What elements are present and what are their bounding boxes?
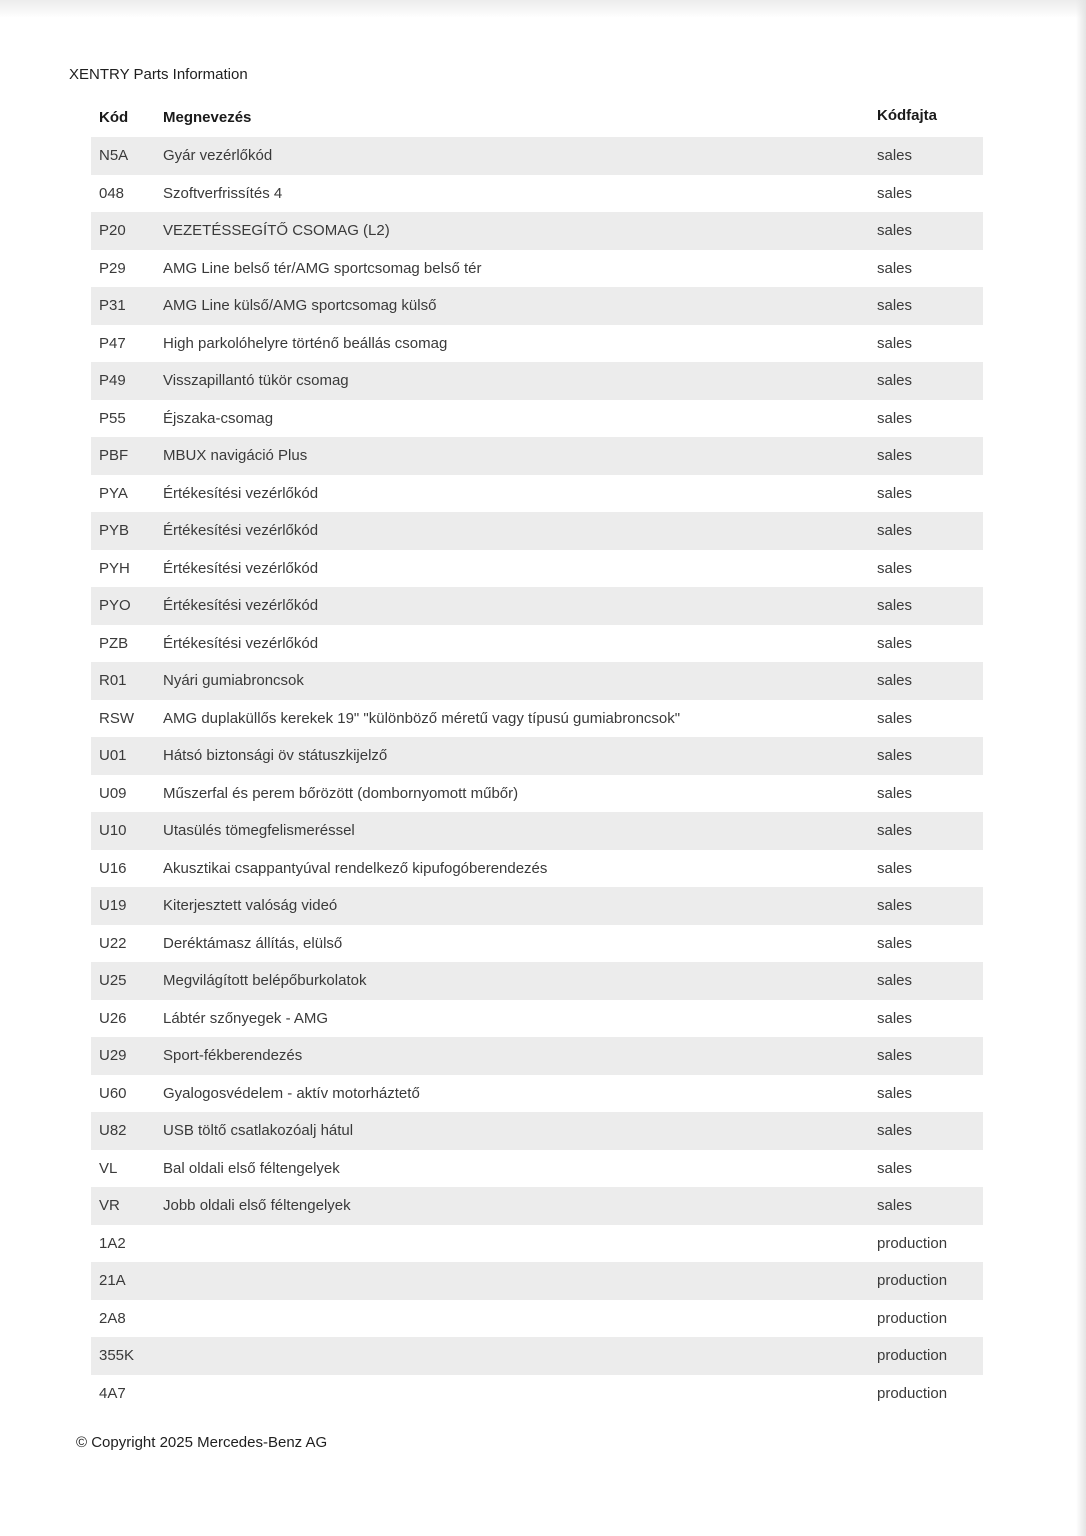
name-cell: Nyári gumiabroncsok [163,672,304,690]
table-row [91,1075,983,1113]
table-row [91,1225,983,1263]
type-cell: sales [877,709,913,727]
table-row [91,700,983,738]
code-cell: U26 [99,1009,127,1027]
type-cell: sales [877,409,913,427]
table-row [91,587,983,625]
type-cell: sales [877,259,913,277]
type-cell: sales [877,1159,913,1177]
name-cell: Jobb oldali első féltengelyek [163,1197,351,1215]
code-cell: N5A [99,147,129,165]
code-cell: P20 [99,222,126,240]
name-cell: Deréktámasz állítás, elülső [163,934,343,952]
name-cell: Bal oldali első féltengelyek [163,1159,340,1177]
code-cell: VR [99,1197,120,1215]
type-cell: sales [877,822,913,840]
type-cell: sales [877,1197,913,1215]
type-cell: sales [877,297,913,315]
name-cell: Értékesítési vezérlőkód [163,634,319,652]
table-header [91,100,983,137]
type-cell: sales [877,747,913,765]
type-cell: sales [877,222,913,240]
table-row [91,400,983,438]
table-row [91,1150,983,1188]
type-cell: sales [877,972,913,990]
table-row [91,512,983,550]
table-row [91,212,983,250]
code-cell: 2A8 [99,1309,126,1327]
code-cell: PYH [99,559,130,577]
type-cell: sales [877,634,913,652]
table-row [91,625,983,663]
name-cell: AMG Line külső/AMG sportcsomag külső [163,297,437,315]
table-row [91,362,983,400]
code-cell: 1A2 [99,1234,126,1252]
code-cell: R01 [99,672,127,690]
code-cell: P55 [99,409,126,427]
code-cell: U82 [99,1122,127,1140]
table-row [91,1300,983,1338]
name-cell: High parkolóhelyre történő beállás csomag [163,334,448,352]
table-row [91,550,983,588]
column-header-code: Kód [99,109,129,126]
name-cell: Utasülés tömegfelismeréssel [163,822,355,840]
table-row [91,662,983,700]
name-cell: Hátsó biztonsági öv státuszkijelző [163,747,388,765]
code-cell: PYB [99,522,130,540]
name-cell: Akusztikai csappantyúval rendelkező kipufogóberendezés [163,859,548,877]
code-cell: P31 [99,297,126,315]
type-cell: sales [877,372,913,390]
code-cell: P49 [99,372,126,390]
type-cell: sales [877,147,913,165]
code-cell: U29 [99,1047,127,1065]
table-row [91,175,983,213]
name-cell: Éjszaka-csomag [163,409,274,427]
name-cell: Értékesítési vezérlőkód [163,597,319,615]
name-cell: Megvilágított belépőburkolatok [163,972,367,990]
copyright-footer: © Copyright 2025 Mercedes-Benz AG [76,1434,328,1451]
name-cell: MBUX navigáció Plus [163,447,308,465]
type-cell: production [877,1384,948,1402]
name-cell: VEZETÉSSEGÍTŐ CSOMAG (L2) [163,222,390,240]
scan-edge-top [0,0,1086,18]
name-cell: Gyalogosvédelem - aktív motorháztető [163,1084,420,1102]
type-cell: sales [877,334,913,352]
table-row [91,812,983,850]
column-header-name: Megnevezés [163,109,252,126]
code-cell: P29 [99,259,126,277]
type-cell: sales [877,934,913,952]
code-cell: PYA [99,484,128,502]
name-cell: Sport-fékberendezés [163,1047,303,1065]
table-row [91,287,983,325]
code-cell: U01 [99,747,127,765]
code-cell: PBF [99,447,129,465]
type-cell: production [877,1309,948,1327]
column-header-type: Kódfajta [877,107,937,124]
table-row [91,1375,983,1413]
table-row [91,437,983,475]
name-cell: Szoftverfrissítés 4 [163,184,283,202]
code-cell: U25 [99,972,127,990]
type-cell: production [877,1272,948,1290]
table-row [91,1187,983,1225]
table-row [91,137,983,175]
type-cell: sales [877,184,913,202]
code-cell: 048 [99,184,125,202]
name-cell: Lábtér szőnyegek - AMG [163,1009,329,1027]
code-cell: RSW [99,709,134,727]
name-cell: AMG duplaküllős kerekek 19" "különböző méretű vagy típusú gumiabroncsok" [163,709,681,727]
type-cell: production [877,1347,948,1365]
code-cell: U09 [99,784,127,802]
type-cell: sales [877,897,913,915]
table-row [91,1112,983,1150]
type-cell: sales [877,447,913,465]
code-cell: PYO [99,597,131,615]
code-cell: P47 [99,334,126,352]
type-cell: sales [877,484,913,502]
code-cell: U10 [99,822,127,840]
code-cell: 4A7 [99,1384,126,1402]
document-title: XENTRY Parts Information [69,66,248,83]
type-cell: sales [877,1084,913,1102]
table-row [91,887,983,925]
code-cell: PZB [99,634,129,652]
table-row [91,850,983,888]
table-row [91,475,983,513]
parts-table [91,100,983,1412]
name-cell: Kiterjesztett valóság videó [163,897,338,915]
table-row [91,1337,983,1375]
table-row [91,1000,983,1038]
type-cell: sales [877,859,913,877]
type-cell: sales [877,522,913,540]
table-body [91,137,983,1412]
type-cell: sales [877,784,913,802]
type-cell: sales [877,1122,913,1140]
table-row [91,962,983,1000]
table-row [91,925,983,963]
type-cell: sales [877,672,913,690]
type-cell: sales [877,1009,913,1027]
table-row [91,1037,983,1075]
table-row [91,775,983,813]
code-cell: 355K [99,1347,135,1365]
table-row [91,250,983,288]
code-cell: VL [99,1159,118,1177]
type-cell: sales [877,597,913,615]
table-row [91,325,983,363]
name-cell: Műszerfal és perem bőrözött (dombornyomott műbőr) [163,784,519,802]
code-cell: U22 [99,934,127,952]
type-cell: sales [877,559,913,577]
type-cell: sales [877,1047,913,1065]
scan-edge-right [1076,0,1086,1536]
table-row [91,1262,983,1300]
name-cell: Gyár vezérlőkód [163,147,273,165]
name-cell: Értékesítési vezérlőkód [163,559,319,577]
name-cell: Visszapillantó tükör csomag [163,372,349,390]
name-cell: AMG Line belső tér/AMG sportcsomag belső tér [163,259,482,277]
name-cell: Értékesítési vezérlőkód [163,522,319,540]
name-cell: Értékesítési vezérlőkód [163,484,319,502]
code-cell: U60 [99,1084,127,1102]
code-cell: U16 [99,859,127,877]
table-row [91,737,983,775]
name-cell: USB töltő csatlakozóalj hátul [163,1122,354,1140]
code-cell: U19 [99,897,127,915]
code-cell: 21A [99,1272,126,1290]
type-cell: production [877,1234,948,1252]
